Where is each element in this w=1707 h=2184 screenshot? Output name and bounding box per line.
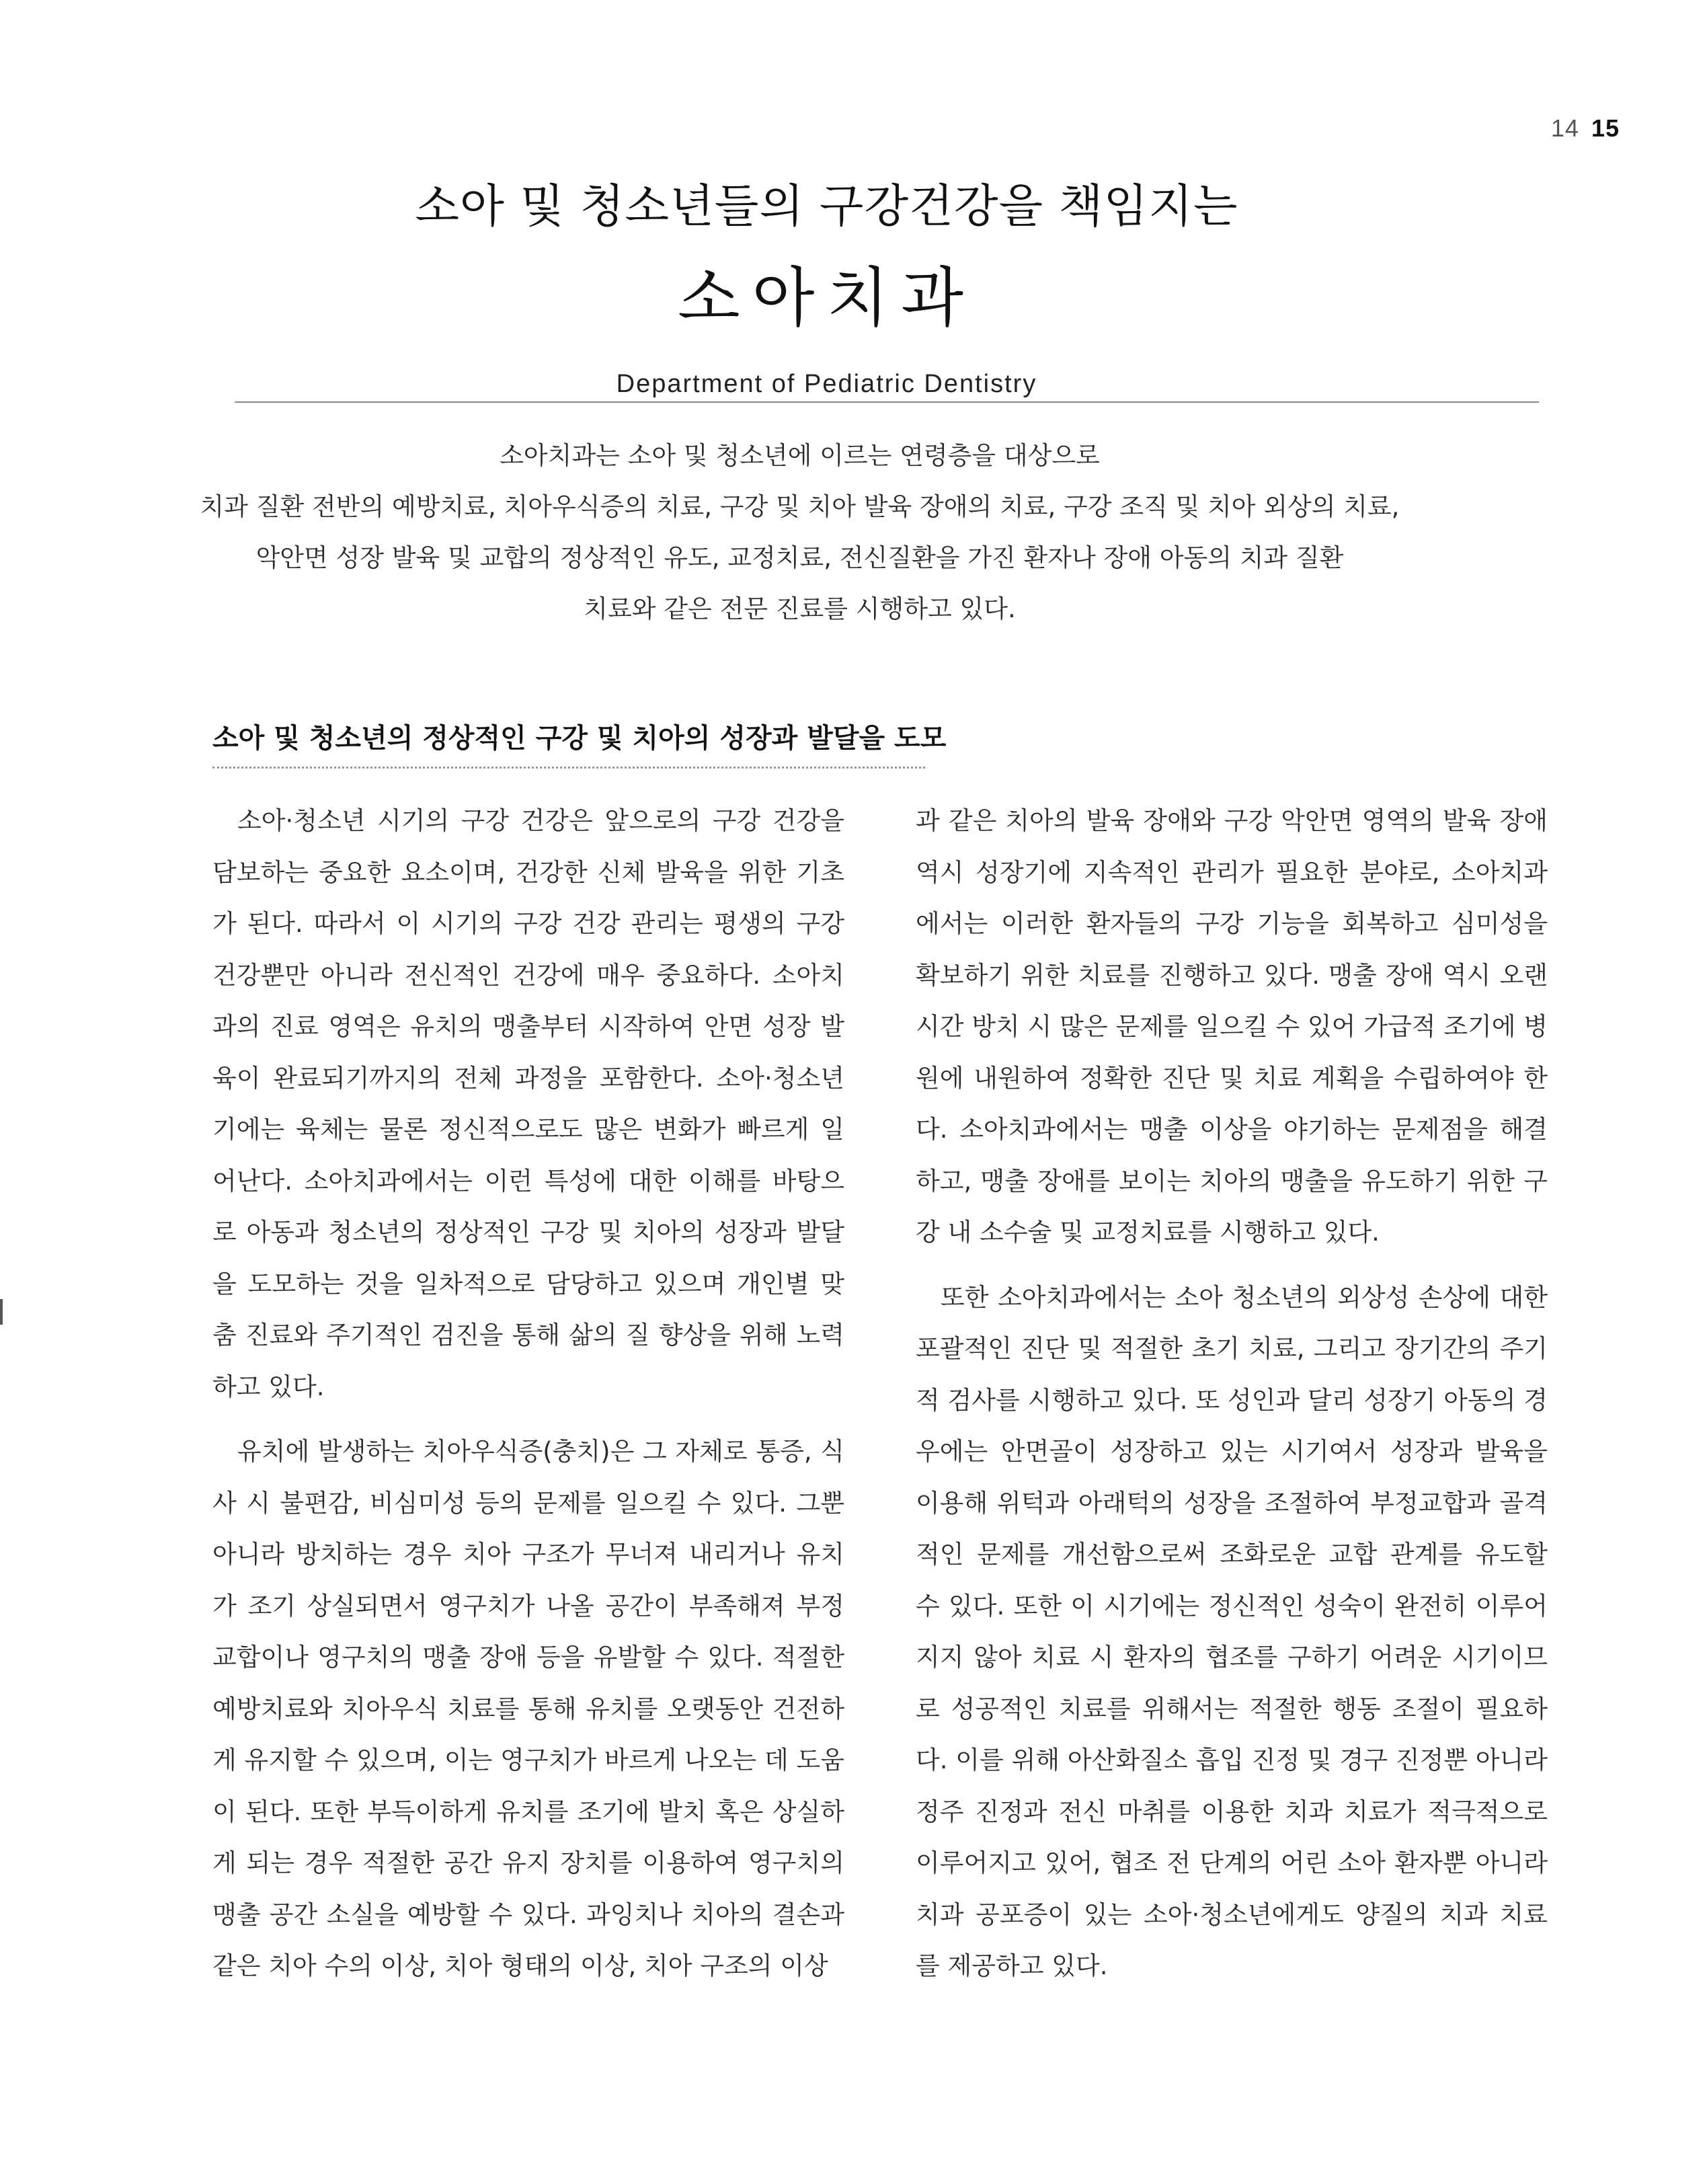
department-subtitle-en: Department of Pediatric Dentistry xyxy=(616,370,1037,398)
body-paragraph: 또한 소아치과에서는 소아 청소년의 외상성 손상에 대한 포괄적인 진단 및 적절한 초기 치료, 그리고 장기간의 주기적 검사를 시행하고 있다. 또 성인과 달리 성장기 아동의 경우에는 안면골이 성장하고 있는 시기여서 성장과 발육을 이용해 위턱과 아래턱의 성장을 조절하여 부정교합과 골격적인 문제를 개선함으로써 조화로운 교합 관계를 유도할 수 있다. 또한 이 시기에는 정신적인 성숙이 완전히 이루어지지 않아 치료 시 환자의 협조를 구하기 어려운 시기이므로 성공적인 치료를 위해서는 적절한 행동 조절이 필요하다. 이를 위해 아산화질소 흡입 진정 및 경구 진정뿐 아니라 정주 진정과 전신 마취를 이용한 치과 치료가 적극적으로 이루어지고 있어, 협조 전 단계의 어린 소아 환자뿐 아니라 치과 공포증이 있는 소아·청소년에게도 양질의 치과 치료를 제공하고 있다. xyxy=(916,1282,1548,1980)
department-title: 소아치과 xyxy=(678,260,976,336)
body-paragraph: 유치에 발생하는 치아우식증(충치)은 그 자체로 통증, 식사 시 불편감, 비심미성 등의 문제를 일으킬 수 있다. 그뿐 아니라 방치하는 경우 치아 구조가 무너져 내리거나 유치가 조기 상실되면서 영구치가 나올 공간이 부족해져 부정교합이나 영구치의 맹출 장애 등을 유발할 수 있다. 적절한 예방치료와 치아우식 치료를 통해 유치를 오랫동안 건전하게 유지할 수 있으며, 이는 영구치가 바르게 나오는 데 도움이 된다. 또한 부득이하게 유치를 조기에 발치 혹은 상실하게 되는 경우 적절한 공간 유지 장치를 이용하여 영구치의 맹출 공간 소실을 예방할 수 있다. 과잉치나 치아의 결손과 같은 치아 수의 이상, 치아 형태의 이상, 치아 구조의 이상 xyxy=(212,1437,844,1980)
intro-line: 소아치과는 소아 및 청소년에 이르는 연령층을 대상으로 xyxy=(500,441,1100,470)
page-header xyxy=(0,180,1707,399)
intro-line: 치과 질환 전반의 예방치료, 치아우식증의 치료, 구강 및 치아 발육 장애의 치료, 구강 조직 및 치아 외상의 치료, xyxy=(200,492,1400,521)
intro-line: 치료와 같은 전문 진료를 시행하고 있다. xyxy=(584,594,1016,623)
page-number-right: 15 xyxy=(1591,114,1620,142)
body-paragraph: 소아·청소년 시기의 구강 건강은 앞으로의 구강 건강을 담보하는 중요한 요소이며, 건강한 신체 발육을 위한 기초가 된다. 따라서 이 시기의 구강 건강 관리는 평생의 구강 건강뿐만 아니라 전신적인 건강에 매우 중요하다. 소아치과의 진료 영역은 유치의 맹출부터 시작하여 안면 성장 발육이 완료되기까지의 전체 과정을 포함한다. 소아·청소년기에는 육체는 물론 정신적으로도 많은 변화가 빠르게 일어난다. 소아치과에서는 이런 특성에 대한 이해를 바탕으로 아동과 청소년의 정상적인 구강 및 치아의 성장과 발달을 도모하는 것을 일차적으로 담당하고 있으며 개인별 맞춤 진료와 주기적인 검진을 통해 삶의 질 향상을 위해 노력하고 있다. xyxy=(212,806,844,1401)
intro-line: 악안면 성장 발육 및 교합의 정상적인 유도, 교정치료, 전신질환을 가진 환자나 장애 아동의 치과 질환 xyxy=(255,543,1344,572)
page-numbers xyxy=(1551,114,1620,143)
page-title: 소아 및 청소년들의 구강건강을 책임지는 xyxy=(415,180,1238,233)
body-column-left xyxy=(212,795,844,2006)
section-underline xyxy=(212,767,925,769)
body-column-right xyxy=(916,795,1548,2006)
header-divider xyxy=(235,401,1539,403)
body-paragraph: 과 같은 치아의 발육 장애와 구강 악안면 영역의 발육 장애 역시 성장기에 지속적인 관리가 필요한 분야로, 소아치과에서는 이러한 환자들의 구강 기능을 회복하고 심미성을 확보하기 위한 치료를 진행하고 있다. 맹출 장애 역시 오랜 시간 방치 시 많은 문제를 일으킬 수 있어 가급적 조기에 병원에 내원하여 정확한 진단 및 치료 계획을 수립하여야 한다. 소아치과에서는 맹출 이상을 야기하는 문제점을 해결하고, 맹출 장애를 보이는 치아의 맹출을 유도하기 위한 구강 내 소수술 및 교정치료를 시행하고 있다. xyxy=(916,806,1548,1247)
page-number-left: 14 xyxy=(1550,114,1579,142)
intro-text xyxy=(0,430,1653,635)
spine-mark xyxy=(0,1299,3,1325)
section-heading: 소아 및 청소년의 정상적인 구강 및 치아의 성장과 발달을 도모 xyxy=(212,723,947,754)
